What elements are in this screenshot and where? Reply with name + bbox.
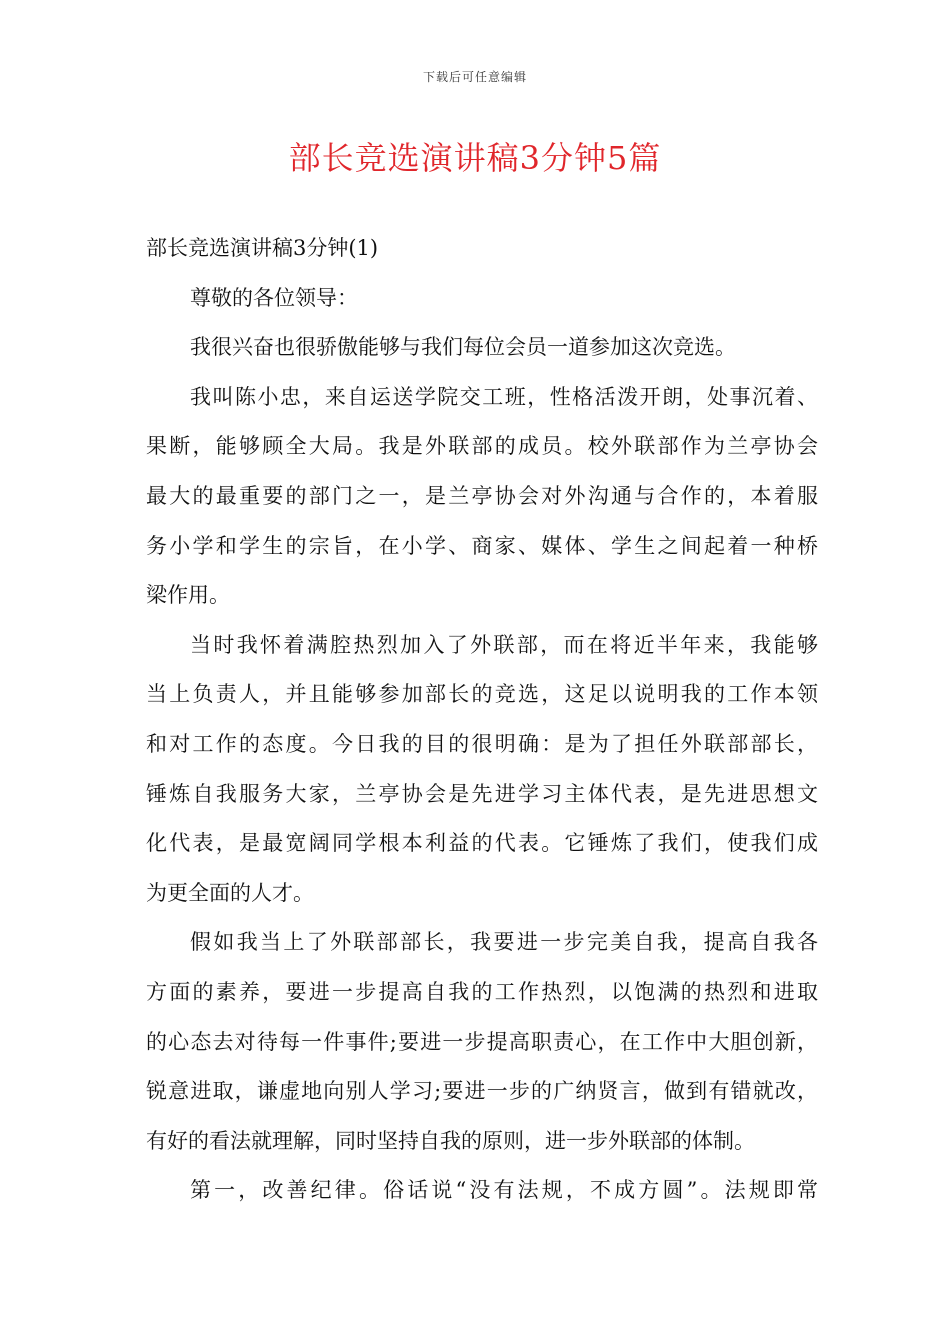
text-line: 锤炼自我服务大家，兰亭协会是先进学习主体代表，是先进思想文 [146,781,818,806]
text-line: 部长竞选演讲稿3分钟(1) [146,236,379,260]
text-line: 第一，改善纪律。俗话说“没有法规，不成方圆”。法规即常 [190,1178,818,1203]
text-line: 的心态去对待每一件事件;要进一步提高职责心，在工作中大胆创新， [146,1029,818,1054]
text-line: 为更全面的人才。 [146,880,314,905]
text-line: 最大的最重要的部门之一，是兰亭协会对外沟通与合作的，本着服 [146,483,818,508]
text-line: 当时我怀着满腔热烈加入了外联部，而在将近半年来，我能够 [190,632,818,657]
text-line: 有好的看法就理解，同时坚持自我的原则，进一步外联部的体制。 [146,1128,755,1153]
text-line: 化代表，是最宽阔同学根本利益的代表。它锤炼了我们，使我们成 [146,831,818,856]
text-line: 方面的素养，要进一步提高自我的工作热烈，以饱满的热烈和进取 [146,979,818,1004]
text-line: 务小学和学生的宗旨，在小学、商家、媒体、学生之间起着一种桥 [146,533,818,558]
document-title: 部长竞选演讲稿3分钟5篇 [288,139,662,177]
text-line: 当上负责人，并且能够参加部长的竞选，这足以说明我的工作本领 [146,682,818,707]
text-line: 我很兴奋也很骄傲能够与我们每位会员一道参加这次竞选。 [190,335,736,360]
header-note: 下载后可任意编辑 [422,70,527,84]
text-line: 锐意进取，谦虚地向别人学习;要进一步的广纳贤言，做到有错就改， [146,1079,818,1104]
text-line: 和对工作的态度。今日我的目的很明确：是为了担任外联部部长， [146,731,818,756]
text-line: 尊敬的各位领导： [190,285,358,310]
text-line: 我叫陈小忠，来自运送学院交工班，性格活泼开朗，处事沉着、 [190,384,818,409]
document-body [146,224,818,1216]
text-line: 假如我当上了外联部部长，我要进一步完美自我，提高自我各 [190,930,818,955]
text-line: 梁作用。 [146,583,230,608]
text-line: 果断，能够顾全大局。我是外联部的成员。校外联部作为兰亭协会 [146,434,818,459]
